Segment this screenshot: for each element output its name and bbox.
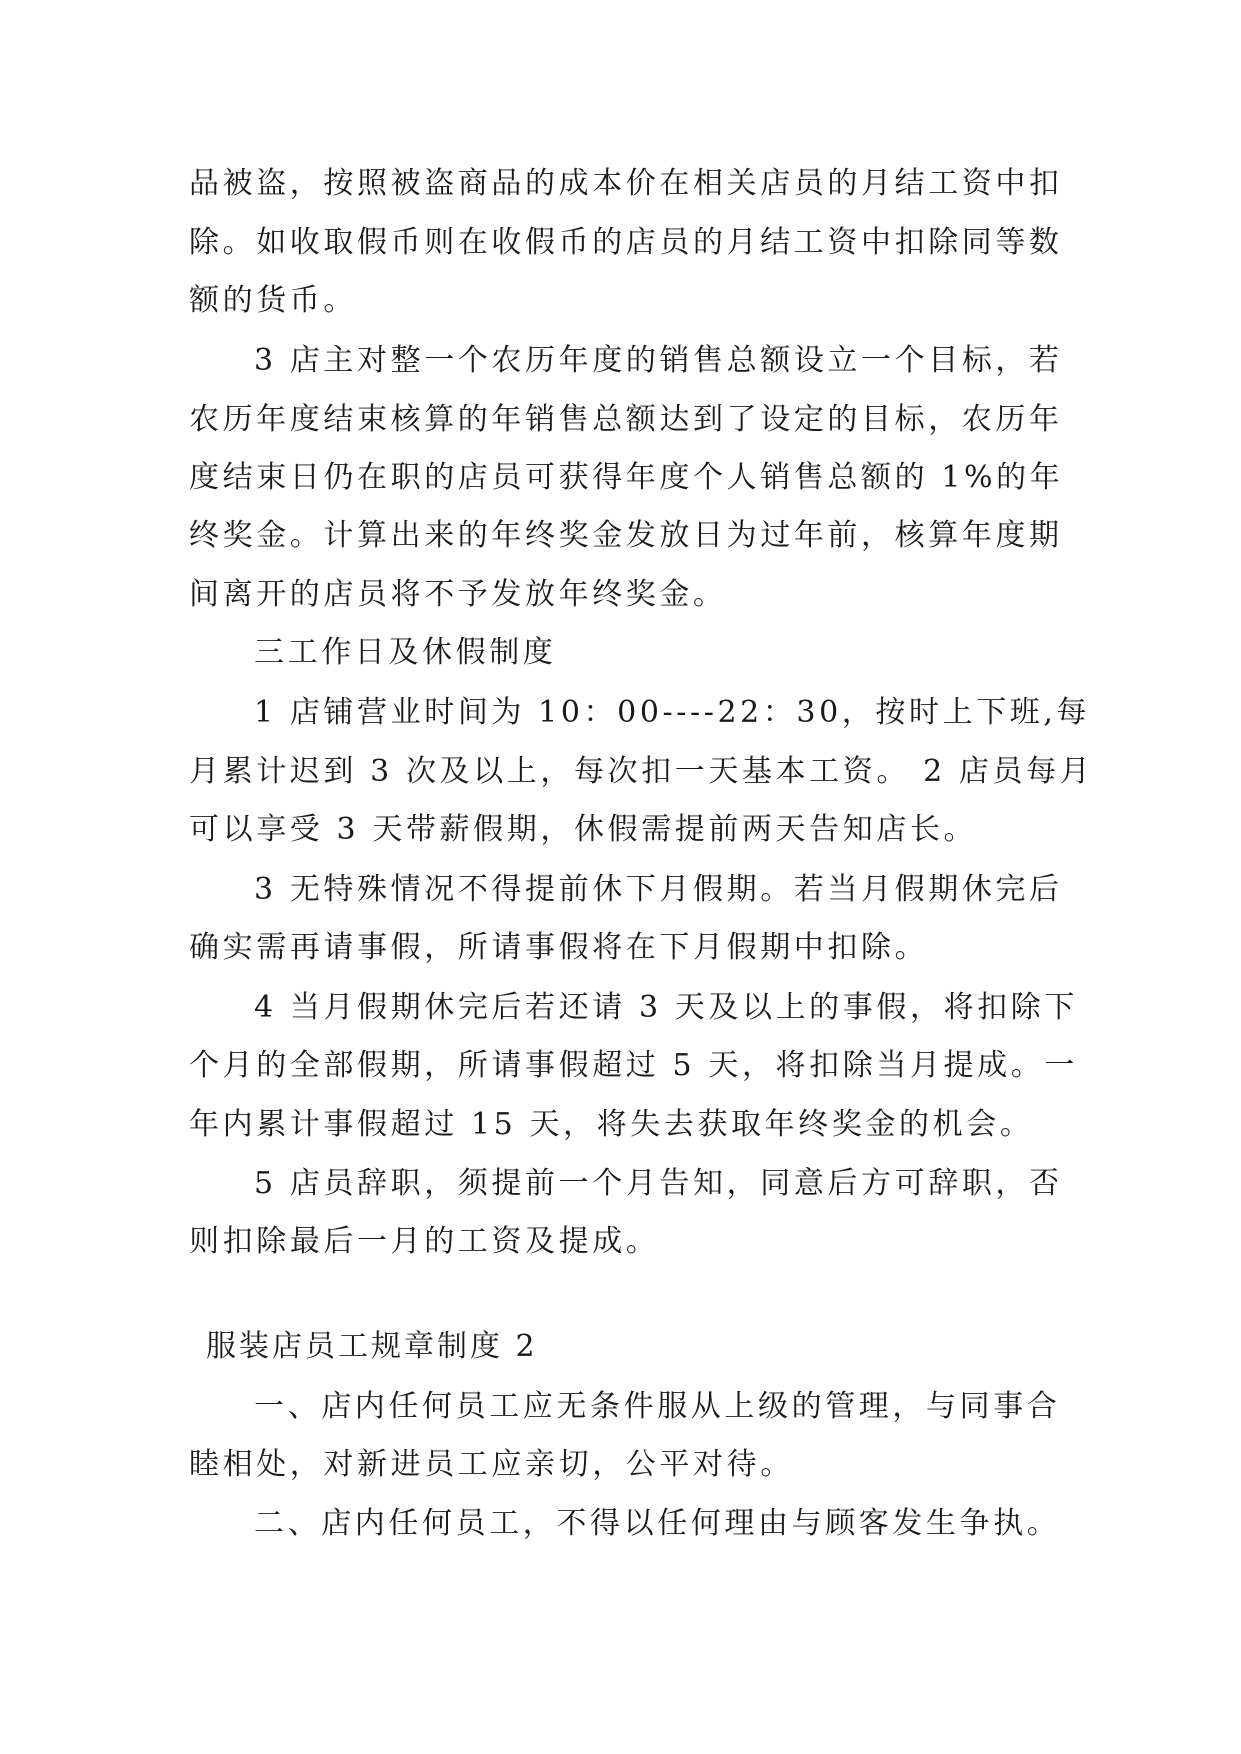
text-line: 除。如收取假币则在收假币的店员的月结工资中扣除同等数 — [189, 225, 1063, 260]
text-line: 终奖金。计算出来的年终奖金发放日为过年前，核算年度期 — [189, 518, 1063, 553]
text-line: 确实需再请事假，所请事假将在下月假期中扣除。 — [189, 930, 929, 965]
text-line: 则扣除最后一月的工资及提成。 — [189, 1224, 660, 1259]
text-line: 品被盗，按照被盗商品的成本价在相关店员的月结工资中扣 — [189, 166, 1063, 201]
text-line: 额的货币。 — [189, 283, 357, 318]
section-heading: 三工作日及休假制度 — [254, 635, 557, 670]
text-line: 个月的全部假期，所请事假超过 5 天，将扣除当月提成。一 — [189, 1048, 1078, 1083]
paragraph-start-line: 1 店铺营业时间为 10：00----22：30，按时上下班,每 — [254, 695, 1091, 730]
text-line: 睦相处，对新进员工应亲切，公平对待。 — [189, 1447, 794, 1482]
text-line: 度结束日仍在职的店员可获得年度个人销售总额的 1%的年 — [189, 460, 1064, 495]
text-line: 间离开的店员将不予发放年终奖金。 — [189, 577, 727, 612]
document-title: 服装店员工规章制度 2 — [206, 1329, 538, 1364]
text-line: 年内累计事假超过 15 天，将失去获取年终奖金的机会。 — [189, 1107, 1034, 1142]
paragraph-start-line: 5 店员辞职，须提前一个月告知，同意后方可辞职，否 — [254, 1166, 1063, 1201]
text-line: 月累计迟到 3 次及以上，每次扣一天基本工资。 2 店员每月 — [189, 754, 1094, 789]
text-line: 农历年度结束核算的年销售总额达到了设定的目标，农历年 — [189, 402, 1063, 437]
paragraph-start-line: 4 当月假期休完后若还请 3 天及以上的事假，将扣除下 — [254, 990, 1078, 1025]
paragraph-start-line: 3 无特殊情况不得提前休下月假期。若当月假期休完后 — [254, 872, 1063, 907]
paragraph-start-line: 3 店主对整一个农历年度的销售总额设立一个目标，若 — [254, 343, 1063, 378]
paragraph-start-line: 一、店内任何员工应无条件服从上级的管理，与同事合 — [254, 1389, 1061, 1424]
paragraph-start-line: 二、店内任何员工，不得以任何理由与顾客发生争执。 — [254, 1506, 1061, 1541]
text-line: 可以享受 3 天带薪假期，休假需提前两天告知店长。 — [189, 812, 978, 847]
